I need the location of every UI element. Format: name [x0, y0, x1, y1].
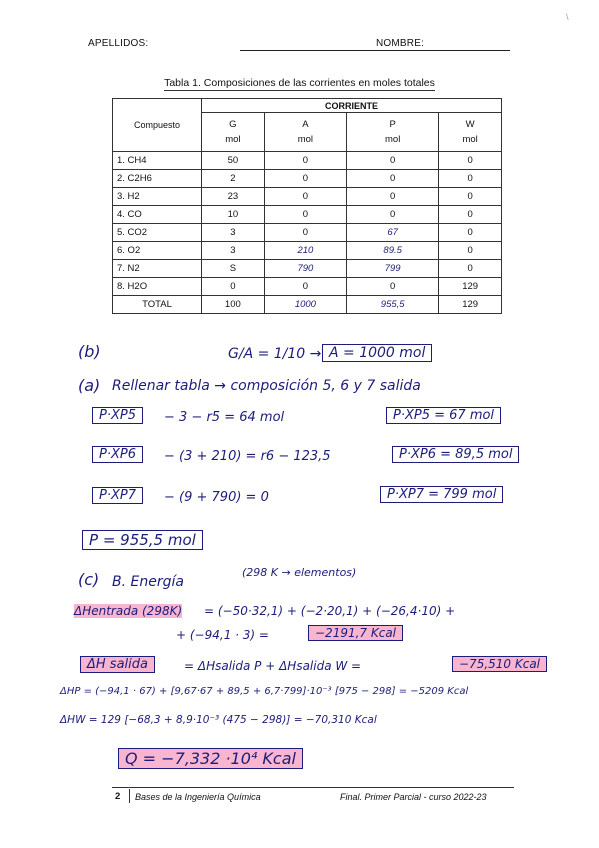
value-cell: 1000 — [264, 296, 346, 314]
value-cell: 3 — [202, 224, 265, 242]
part-c-hw-equation: ΔHW = 129 [−68,3 + 8,9·10⁻³ (475 − 298)] = −70,310 Kcal — [60, 714, 377, 726]
page-number: 2 — [115, 791, 121, 802]
part-a-lhs-1: P·XP5 — [92, 407, 143, 424]
value-cell: 0 — [347, 170, 439, 188]
value-cell: 67 — [347, 224, 439, 242]
part-c-h2-equation: = ΔHsalida P + ΔHsalida W = — [184, 659, 362, 673]
footer-separator — [129, 789, 130, 803]
part-c-hp-equation: ΔHP = (−94,1 · 67) + [9,67·67 + 89,5 + 6,7·799]·10⁻³ [975 − 298] = −5209 Kcal — [60, 686, 469, 697]
value-cell: 0 — [439, 170, 502, 188]
table-row — [113, 224, 502, 242]
composition-table — [112, 98, 502, 314]
compound-cell: 8. H2O — [113, 278, 202, 296]
nombre-label: NOMBRE: — [376, 38, 425, 49]
compound-cell: 7. N2 — [113, 260, 202, 278]
table-row — [113, 170, 502, 188]
value-cell: 0 — [439, 188, 502, 206]
part-c-h2-result: −75,510 Kcal — [452, 656, 547, 672]
column-header: A mol — [264, 113, 346, 152]
part-b-result: A = 1000 mol — [322, 344, 432, 362]
value-cell: 23 — [202, 188, 265, 206]
value-cell: 0 — [439, 152, 502, 170]
total-label: TOTAL — [113, 296, 202, 314]
value-cell: 0 — [202, 278, 265, 296]
value-cell: 0 — [264, 224, 346, 242]
apellidos-label: APELLIDOS: — [88, 38, 149, 49]
value-cell: 89.5 — [347, 242, 439, 260]
value-cell: 0 — [347, 152, 439, 170]
value-cell: 50 — [202, 152, 265, 170]
column-header: P mol — [347, 113, 439, 152]
part-a-title: Rellenar tabla → composición 5, 6 y 7 salida — [112, 378, 421, 394]
part-c-h1-result: −2191,7 Kcal — [308, 625, 403, 641]
table-row — [113, 278, 502, 296]
part-c-h1-label: ΔHentrada (298K) — [74, 604, 183, 618]
value-cell: 0 — [439, 206, 502, 224]
compound-cell: 5. CO2 — [113, 224, 202, 242]
value-cell: 129 — [439, 278, 502, 296]
value-cell: 0 — [347, 278, 439, 296]
value-cell: 100 — [202, 296, 265, 314]
part-a-eq-3: − (9 + 790) = 0 — [164, 490, 269, 505]
part-c-h1-continuation: + (−94,1 · 3) = — [176, 628, 269, 642]
value-cell: S — [202, 260, 265, 278]
footer-right: Final. Primer Parcial - curso 2022-23 — [340, 792, 487, 802]
value-cell: 0 — [347, 206, 439, 224]
corner-mark: \ — [566, 12, 569, 22]
table-row — [113, 188, 502, 206]
apellidos-line — [240, 50, 366, 51]
part-c-h2-label: ΔH salida — [80, 656, 155, 673]
value-cell: 790 — [264, 260, 346, 278]
part-a-result-2: P·XP6 = 89,5 mol — [392, 446, 519, 463]
part-c-title: B. Energía — [112, 574, 184, 590]
part-c-note: (298 K → elementos) — [242, 566, 357, 579]
part-a-lhs-2: P·XP6 — [92, 446, 143, 463]
value-cell: 0 — [264, 188, 346, 206]
value-cell: 0 — [347, 188, 439, 206]
value-cell: 10 — [202, 206, 265, 224]
part-b-label: (b) — [78, 342, 101, 361]
table-caption: Tabla 1. Composiciones de las corrientes en moles totales — [164, 77, 435, 89]
compound-cell: 3. H2 — [113, 188, 202, 206]
part-c-label: (c) — [78, 570, 100, 589]
part-a-eq-1: − 3 − r5 = 64 mol — [164, 410, 285, 425]
value-cell: 0 — [264, 278, 346, 296]
compound-header: Compuesto — [113, 99, 202, 152]
group-header: CORRIENTE — [202, 99, 502, 113]
table-row — [113, 242, 502, 260]
part-c-h1-equation: = (−50·32,1) + (−2·20,1) + (−26,4·10) + — [204, 604, 456, 618]
value-cell: 2 — [202, 170, 265, 188]
footer-left: Bases de la Ingeniería Química — [135, 792, 261, 802]
table-row — [113, 206, 502, 224]
table-row — [113, 260, 502, 278]
part-b-equation: G/A = 1/10 → — [228, 346, 322, 362]
value-cell: 3 — [202, 242, 265, 260]
value-cell: 210 — [264, 242, 346, 260]
value-cell: 129 — [439, 296, 502, 314]
compound-cell: 6. O2 — [113, 242, 202, 260]
footer-rule — [112, 787, 514, 788]
part-a-result-1: P·XP5 = 67 mol — [386, 407, 501, 424]
value-cell: 0 — [439, 242, 502, 260]
value-cell: 799 — [347, 260, 439, 278]
table-header-row — [113, 99, 502, 113]
column-header: G mol — [202, 113, 265, 152]
value-cell: 0 — [439, 260, 502, 278]
value-cell: 955,5 — [347, 296, 439, 314]
compound-cell: 2. C2H6 — [113, 170, 202, 188]
part-a-label: (a) — [78, 376, 101, 395]
column-header: W mol — [439, 113, 502, 152]
table-row — [113, 152, 502, 170]
heat-result: Q = −7,332 ·10⁴ Kcal — [118, 748, 303, 769]
value-cell: 0 — [264, 152, 346, 170]
part-a-eq-2: − (3 + 210) = r6 − 123,5 — [164, 449, 331, 464]
part-a-result-3: P·XP7 = 799 mol — [380, 486, 503, 503]
part-a-lhs-3: P·XP7 — [92, 487, 143, 504]
table-total-row — [113, 296, 502, 314]
nombre-line — [366, 50, 510, 51]
value-cell: 0 — [264, 206, 346, 224]
compound-cell: 1. CH4 — [113, 152, 202, 170]
part-a-total: P = 955,5 mol — [82, 530, 203, 550]
value-cell: 0 — [264, 170, 346, 188]
compound-cell: 4. CO — [113, 206, 202, 224]
value-cell: 0 — [439, 224, 502, 242]
